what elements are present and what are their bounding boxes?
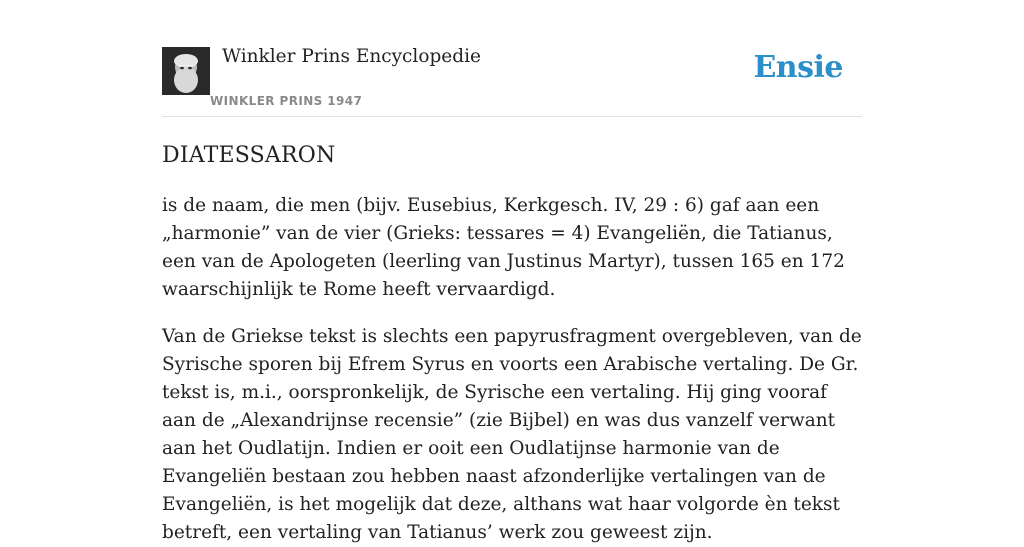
source-subtitle[interactable]: WINKLER PRINS 1947: [210, 94, 363, 108]
entry-title: DIATESSARON: [162, 143, 336, 168]
entry-paragraph: is de naam, die men (bijv. Eusebius, Kerkgesch. IV, 29 : 6) gaf aan een „harmonie” van de vier (Grieks: tessares = 4) Evangeliën, die Tatianus, een van de Apologeten (leerling van Justinus Martyr), tussen 165 en 172 waarschijnlijk te Rome heeft vervaardigd.: [162, 195, 845, 300]
article-header: [162, 0, 862, 117]
author-avatar[interactable]: [162, 47, 210, 95]
brand-logo[interactable]: Ensie: [753, 50, 843, 85]
bearded-man-portrait-icon: [162, 47, 210, 95]
entry-paragraph: Van de Griekse tekst is slechts een papyrusfragment overgebleven, van de Syrische sporen bij Efrem Syrus en voorts een Arabische vertaling. De Gr. tekst is, m.i., oorspronkelijk, de Syrische een vertaling. Hij ging vooraf aan de „Alexandrijnse recensie” (zie Bijbel) en was dus vanzelf verwant aan het Oudlatijn. Indien er ooit een Oudlatijnse harmonie van de Evangeliën bestaan zou hebben naast afzonderlijke vertalingen van de Evangeliën, is het mogelijk dat deze, althans wat haar volgorde èn tekst betreft, een vertaling van Tatianus’ werk zou geweest zijn.: [162, 326, 862, 543]
article-page: [162, 0, 862, 547]
source-title[interactable]: Winkler Prins Encyclopedie: [222, 46, 481, 67]
